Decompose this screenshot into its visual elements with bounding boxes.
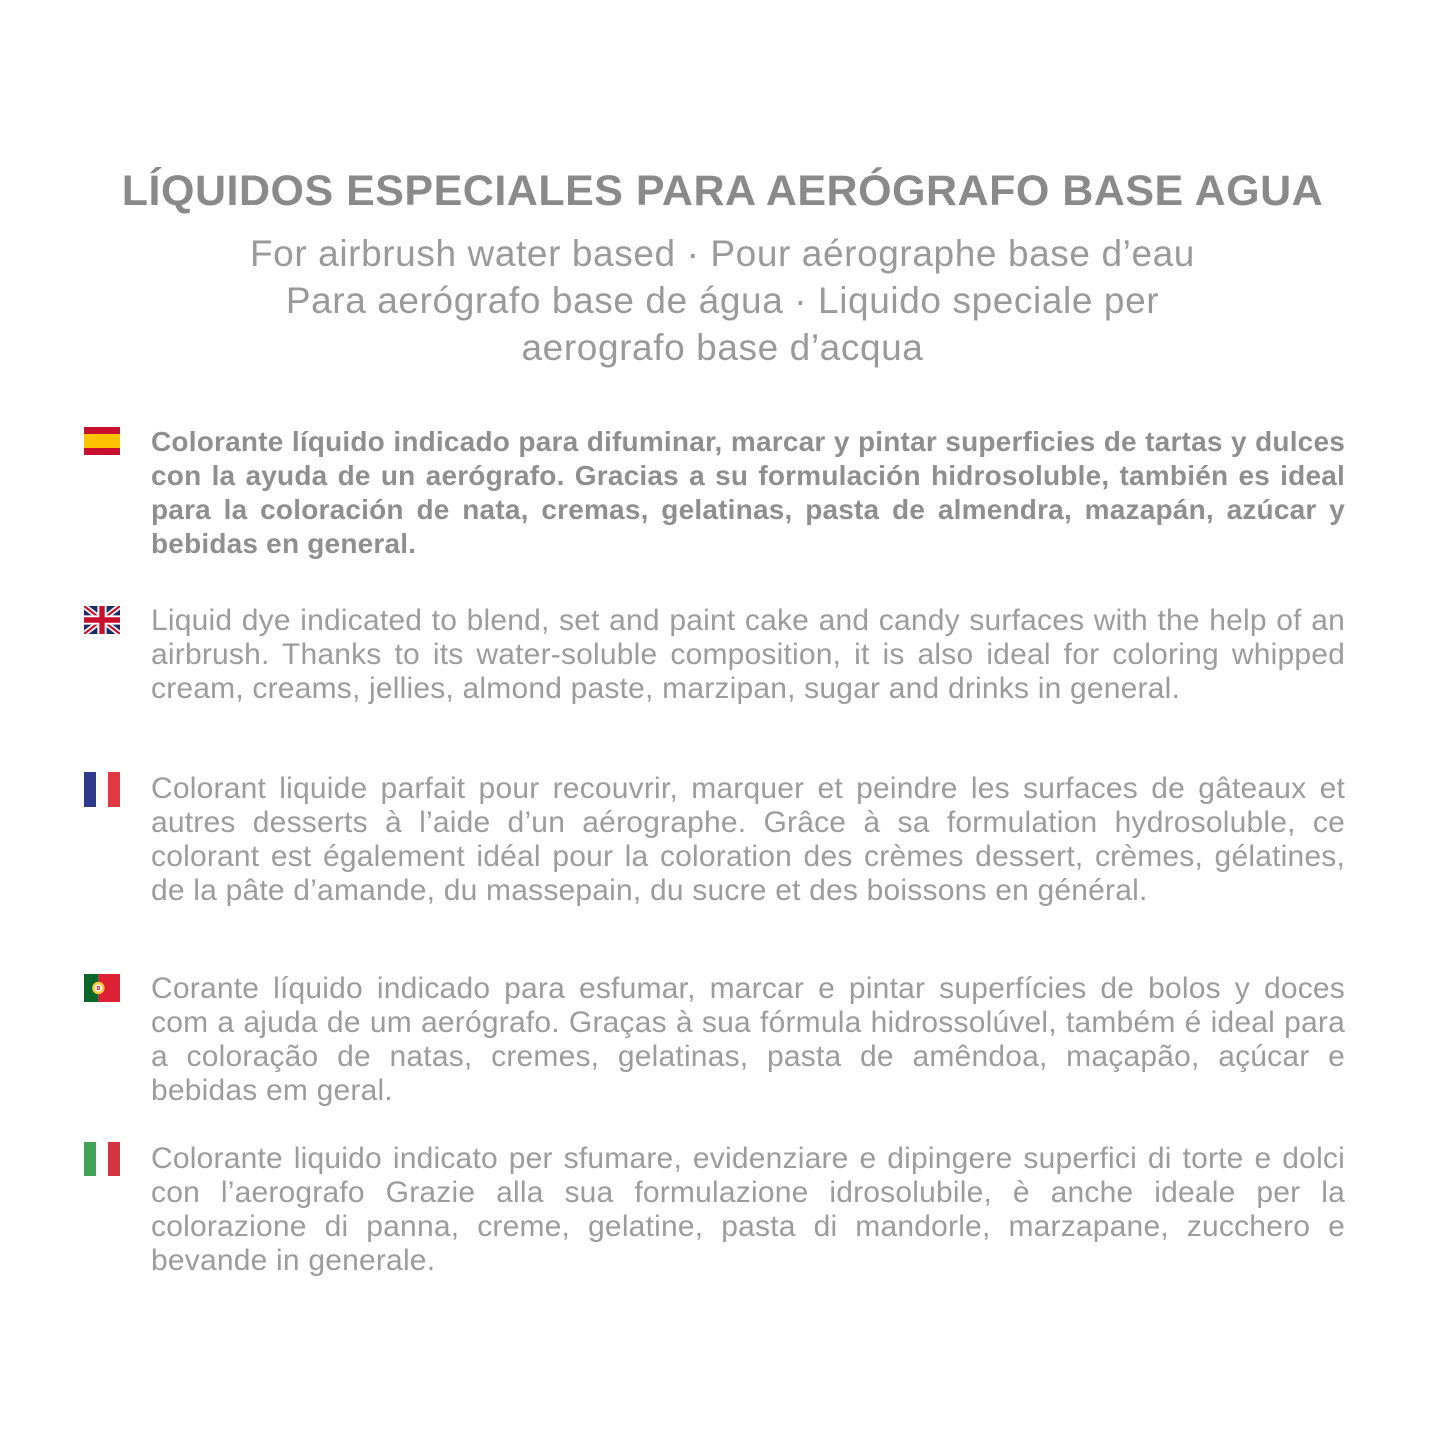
section-spanish bbox=[84, 425, 1345, 561]
section-portuguese bbox=[84, 972, 1345, 1108]
subtitle-line-1: For airbrush water based · Pour aérographe base d’eau bbox=[249, 233, 1195, 274]
section-english bbox=[84, 604, 1345, 706]
page-title: LÍQUIDOS ESPECIALES PARA AERÓGRAFO BASE AGUA bbox=[121, 167, 1324, 215]
paragraph-portuguese: Corante líquido indicado para esfumar, marcar e pintar superfícies de bolos y doces com a ajuda de um aerógrafo. Graças à sua fórmula hidrossolúvel, também é ideal para a coloração de natas, cremes, gelatinas, pasta de amêndoa, maçapão, açúcar e bebidas em geral. bbox=[151, 972, 1345, 1107]
section-french bbox=[84, 772, 1345, 908]
subtitle-line-2: Para aerógrafo base de água · Liquido speciale per bbox=[285, 280, 1160, 321]
paragraph-italian: Colorante liquido indicato per sfumare, evidenziare e dipingere superfici di torte e dolci con l’aerografo Grazie alla sua formulazione idrosolubile, è anche ideale per la colorazione di panna, creme, gelatine, pasta di mandorle, marzapane, zucchero e bevande in generale. bbox=[151, 1142, 1345, 1277]
page-subtitle bbox=[70, 230, 1375, 371]
uk-flag-icon bbox=[84, 606, 120, 634]
section-italian bbox=[84, 1142, 1345, 1278]
subtitle-line-3: aerografo base d’acqua bbox=[521, 327, 924, 368]
paragraph-english: Liquid dye indicated to blend, set and paint cake and candy surfaces with the help of an airbrush. Thanks to its water-soluble composition, it is also ideal for coloring whipped cream, creams, jellies, almond paste, marzipan, sugar and drinks in general. bbox=[151, 604, 1345, 705]
france-flag-icon bbox=[84, 772, 120, 807]
spain-flag-icon bbox=[84, 427, 120, 455]
portugal-flag-icon bbox=[84, 974, 120, 1002]
italy-flag-icon bbox=[84, 1142, 120, 1176]
paragraph-spanish: Colorante líquido indicado para difuminar, marcar y pintar superficies de tartas y dulces con la ayuda de un aerógrafo. Gracias a su formulación hidrosoluble, también es ideal para la coloración de nata, cremas, gelatinas, pasta de almendra, mazapán, azúcar y bebidas en general. bbox=[151, 426, 1345, 559]
paragraph-french: Colorant liquide parfait pour recouvrir, marquer et peindre les surfaces de gâteaux et autres desserts à l’aide d’un aérographe. Grâce à sa formulation hydrosoluble, ce colorant est également idéal pour la coloration des crèmes dessert, crèmes, gélatines, de la pâte d’amande, du massepain, du sucre et des boissons en général. bbox=[151, 772, 1345, 907]
